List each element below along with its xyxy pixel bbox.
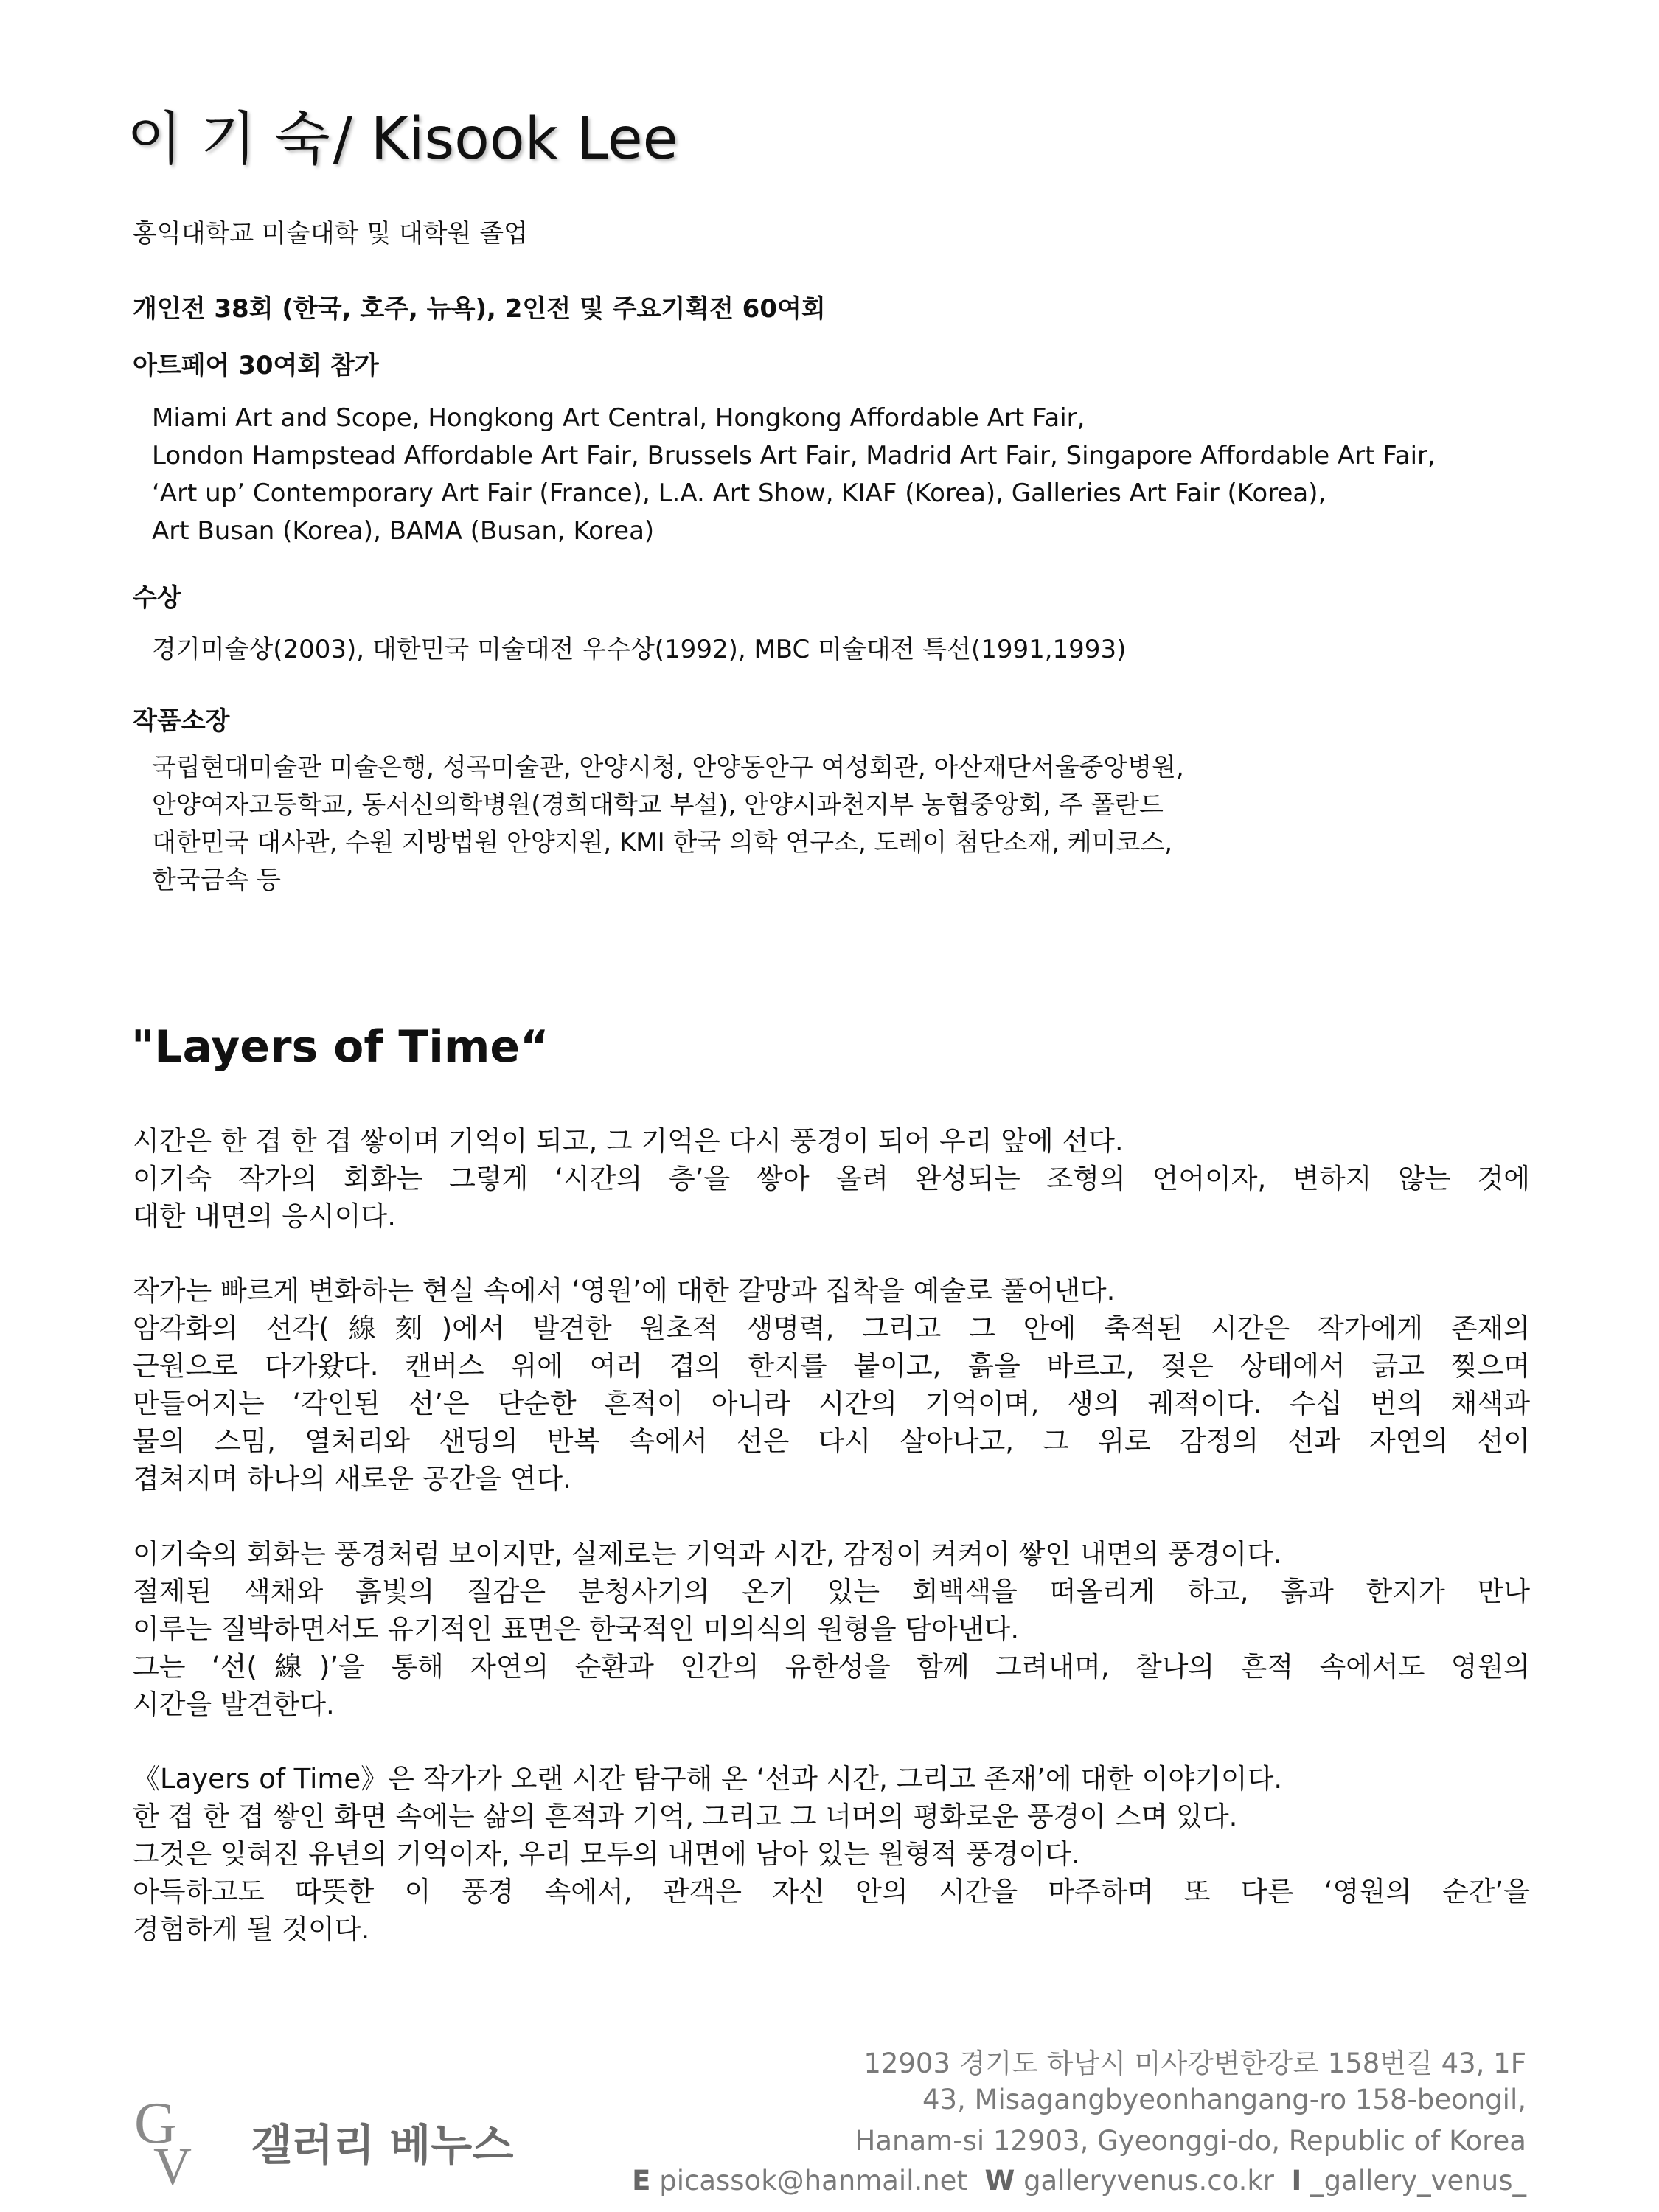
list-item: Miami Art and Scope, Hongkong Art Central, Hongkong Affordable Art Fair, xyxy=(152,403,1085,433)
essay-paragraph-3 xyxy=(133,1535,1530,1723)
contact-line xyxy=(632,2165,1526,2197)
paragraph-line: 아득하고도 따뜻한 이 풍경 속에서, 관객은 자신 안의 시간을 마주하며 또 다른 ‘영원의 순간’을 xyxy=(133,1876,1530,1907)
address-korean: 12903 경기도 하남시 미사강변한강로 158번길 43, 1F xyxy=(863,2048,1526,2079)
email-label: E xyxy=(632,2165,651,2197)
artist-name-english: / Kisook Lee xyxy=(333,106,678,173)
paragraph-line: 암각화의 선각(線刻)에서 발견한 원초적 생명력, 그리고 그 안에 축적된 시간은 작가에게 존재의 xyxy=(133,1312,1530,1344)
website-link[interactable]: galleryvenus.co.kr xyxy=(1023,2165,1274,2197)
paragraph-line: 시간은 한 겹 한 겹 쌓이며 기억이 되고, 그 기억은 다시 풍경이 되어 우리 앞에 선다. xyxy=(133,1125,1124,1157)
list-item: 대한민국 대사관, 수원 지방법원 안양지원, KMI 한국 의학 연구소, 도레이 첨단소재, 케미코스, xyxy=(152,828,1173,858)
paragraph-line: 대한 내면의 응시이다. xyxy=(133,1200,396,1232)
list-item: London Hampstead Affordable Art Fair, Brussels Art Fair, Madrid Art Fair, Singapore Affordable Art Fair, xyxy=(152,441,1436,470)
artfair-list xyxy=(152,400,1436,550)
essay-paragraph-2 xyxy=(133,1272,1530,1498)
list-item: 안양여자고등학교, 동서신의학병원(경희대학교 부설), 안양시과천지부 농협중앙회, 주 폴란드 xyxy=(152,790,1164,820)
list-item: Art Busan (Korea), BAMA (Busan, Korea) xyxy=(152,516,655,546)
paragraph-line: 이기숙의 회화는 풍경처럼 보이지만, 실제로는 기억과 시간, 감정이 켜켜이 쌓인 내면의 풍경이다. xyxy=(133,1538,1282,1570)
instagram-label: I xyxy=(1291,2165,1302,2197)
paragraph-line: 《Layers of Time》은 작가가 오랜 시간 탐구해 온 ‘선과 시간, 그리고 존재’에 대한 이야기이다. xyxy=(133,1763,1283,1795)
list-item: 한국금속 등 xyxy=(152,866,282,895)
address-english-line-1: 43, Misagangbyeonhangang-ro 158-beongil, xyxy=(922,2084,1526,2115)
awards-heading: 수상 xyxy=(133,583,181,613)
paragraph-line: 경험하게 될 것이다. xyxy=(133,1913,370,1945)
gallery-name: 갤러리 베누스 xyxy=(251,2120,514,2170)
paragraph-line: 한 겹 한 겹 쌓인 화면 속에는 삶의 흔적과 기억, 그리고 그 너머의 평화로운 풍경이 스며 있다. xyxy=(133,1801,1238,1832)
list-item: ‘Art up’ Contemporary Art Fair (France), L.A. Art Show, KIAF (Korea), Galleries Art Fair (Korea), xyxy=(152,479,1326,508)
paragraph-line: 이기숙 작가의 회화는 그렇게 ‘시간의 층’을 쌓아 올려 완성되는 조형의 언어이자, 변하지 않는 것에 xyxy=(133,1163,1530,1194)
paragraph-line: 만들어지는 ‘각인된 선’은 단순한 흔적이 아니라 시간의 기억이며, 생의 궤적이다. 수십 번의 채색과 xyxy=(133,1388,1530,1419)
essay-paragraph-4 xyxy=(133,1760,1530,1948)
list-item: 국립현대미술관 미술은행, 성곡미술관, 안양시청, 안양동안구 여성회관, 아산재단서울중앙병원, xyxy=(152,753,1184,782)
exhibitions-text: 개인전 38회 (한국, 호주, 뉴욕), 2인전 및 주요기획전 60여회 xyxy=(133,294,826,324)
instagram-link[interactable]: _gallery_venus_ xyxy=(1310,2165,1526,2197)
paragraph-line: 물의 스밈, 열처리와 샌딩의 반복 속에서 선은 다시 살아나고, 그 위로 감정의 선과 자연의 선이 xyxy=(133,1425,1530,1457)
logo-letter-g: G xyxy=(134,2091,177,2156)
page-title xyxy=(127,106,678,173)
essay-paragraph-1 xyxy=(133,1122,1530,1235)
artfair-heading: 아트페어 30여회 참가 xyxy=(133,351,379,380)
paragraph-line: 그는 ‘선(線)’을 통해 자연의 순환과 인간의 유한성을 함께 그려내며, 찰나의 흔적 속에서도 영원의 xyxy=(133,1651,1530,1683)
gallery-logo-icon xyxy=(131,2091,205,2187)
awards-text: 경기미술상(2003), 대한민국 미술대전 우수상(1992), MBC 미술대전 특선(1991,1993) xyxy=(152,635,1127,664)
paragraph-line: 시간을 발견한다. xyxy=(133,1688,335,1720)
paragraph-line: 근원으로 다가왔다. 캔버스 위에 여러 겹의 한지를 붙이고, 흙을 바르고, 젖은 상태에서 긁고 찢으며 xyxy=(133,1350,1530,1382)
paragraph-line: 겹쳐지며 하나의 새로운 공간을 연다. xyxy=(133,1463,571,1495)
artist-name-korean: 이 기 숙 xyxy=(127,106,330,173)
essay-title: "Layers of Time“ xyxy=(131,1021,549,1073)
paragraph-line: 작가는 빠르게 변화하는 현실 속에서 ‘영원’에 대한 갈망과 집착을 예술로 풀어낸다. xyxy=(133,1275,1116,1307)
web-label: W xyxy=(984,2165,1015,2197)
paragraph-line: 절제된 색채와 흙빛의 질감은 분청사기의 온기 있는 회백색을 떠올리게 하고, 흙과 한지가 만나 xyxy=(133,1576,1530,1607)
paragraph-line: 이루는 질박하면서도 유기적인 표면은 한국적인 미의식의 원형을 담아낸다. xyxy=(133,1613,1020,1645)
collection-list xyxy=(152,749,1184,900)
education-text: 홍익대학교 미술대학 및 대학원 졸업 xyxy=(133,219,528,248)
address-english-line-2: Hanam-si 12903, Gyeonggi-do, Republic of Korea xyxy=(855,2125,1526,2157)
paragraph-line: 그것은 잊혀진 유년의 기억이자, 우리 모두의 내면에 남아 있는 원형적 풍경이다. xyxy=(133,1838,1080,1870)
email-link[interactable]: picassok@hanmail.net xyxy=(659,2165,967,2197)
collection-heading: 작품소장 xyxy=(133,706,230,736)
logo-letter-v: V xyxy=(153,2137,192,2187)
